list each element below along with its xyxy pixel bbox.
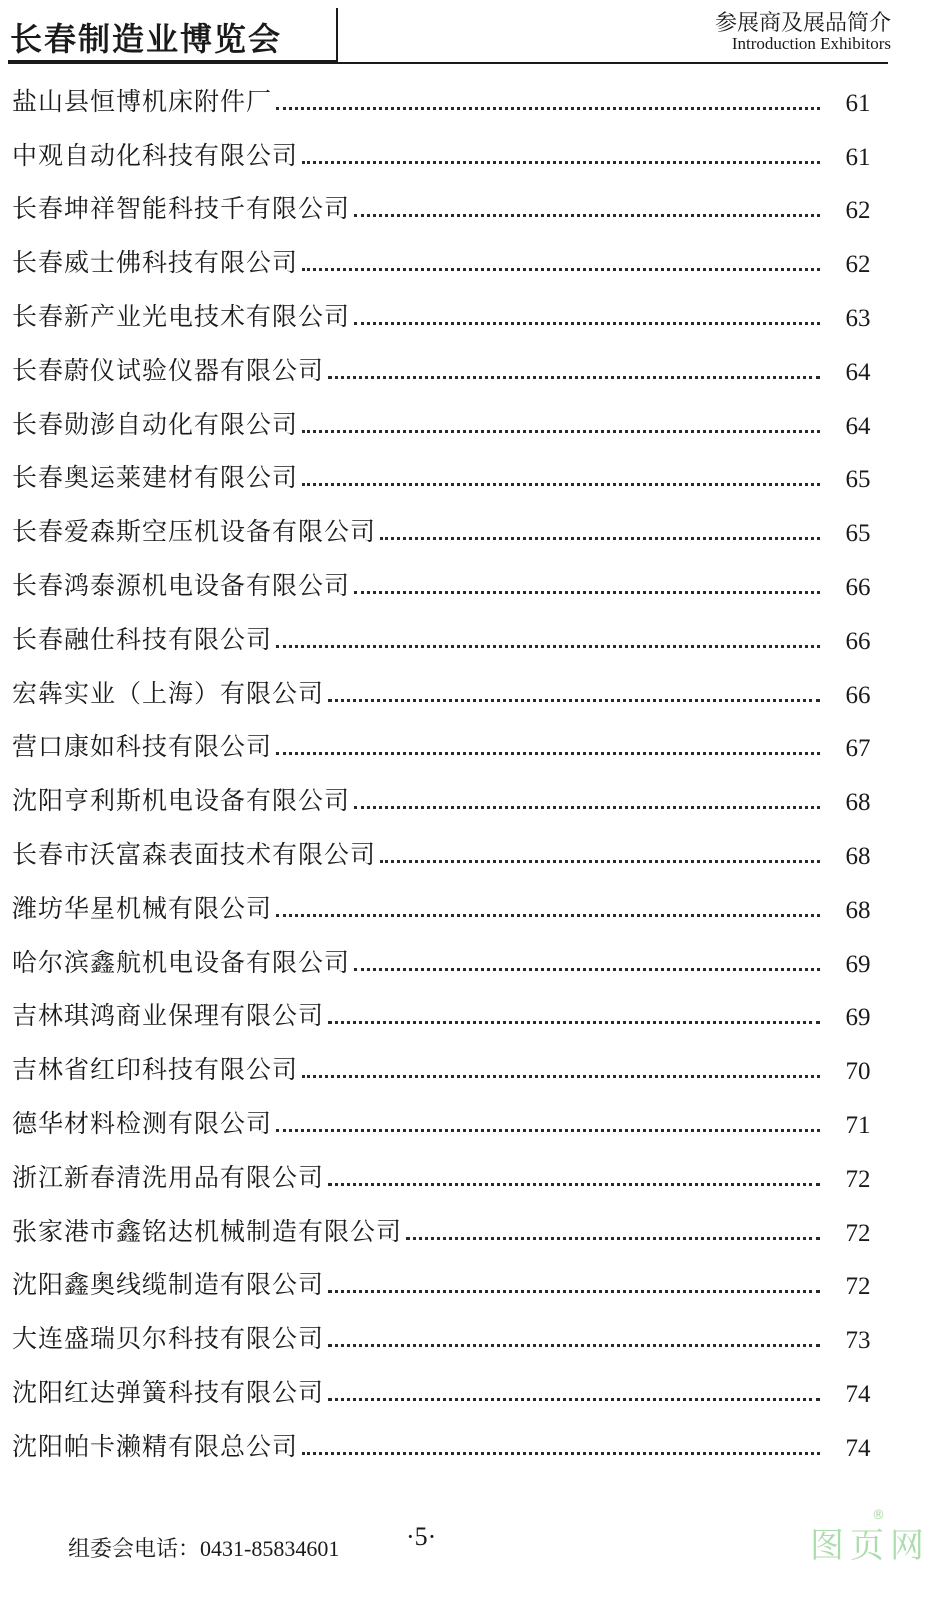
exhibitor-name: 长春鸿泰源机电设备有限公司 [12, 570, 351, 600]
toc-entry[interactable] [12, 716, 882, 770]
exhibitor-name: 大连盛瑞贝尔科技有限公司 [12, 1324, 325, 1354]
exhibitor-name: 长春坤祥智能科技千有限公司 [12, 194, 351, 224]
entry-page-number: 68 [845, 842, 871, 870]
entry-page-number: 68 [845, 896, 871, 924]
dot-leader [302, 1452, 820, 1455]
toc-entry[interactable] [12, 1200, 882, 1254]
exhibitor-name: 长春蔚仪试验仪器有限公司 [12, 355, 325, 385]
exhibitor-name: 宏犇实业（上海）有限公司 [12, 678, 325, 708]
section-title-cn: 参展商及展品简介 [714, 11, 891, 36]
toc-entry[interactable] [12, 393, 882, 447]
exhibitor-name: 营口康如科技有限公司 [12, 732, 273, 762]
dot-leader [276, 1129, 820, 1132]
site-watermark: 图页网 [810, 1526, 930, 1566]
dot-leader [328, 1290, 820, 1293]
toc-entry[interactable] [12, 339, 882, 393]
toc-entry[interactable] [12, 1361, 882, 1415]
entry-page-number: 68 [845, 789, 871, 817]
entry-page-number: 61 [845, 143, 871, 171]
dot-leader [276, 645, 820, 648]
contact-label: 组委会电话： [68, 1537, 201, 1562]
entry-page-number: 66 [845, 573, 871, 601]
toc-entry[interactable] [12, 231, 882, 285]
exhibitor-name: 沈阳红达弹簧科技有限公司 [12, 1377, 325, 1407]
entry-page-number: 74 [845, 1434, 871, 1462]
page-header [0, 0, 949, 70]
registered-mark: ® [872, 1508, 885, 1523]
entry-page-number: 64 [845, 412, 871, 440]
entry-page-number: 72 [845, 1219, 871, 1247]
exhibitor-name: 长春市沃富森表面技术有限公司 [12, 839, 377, 869]
exhibitor-name: 潍坊华星机械有限公司 [12, 893, 273, 923]
exhibitor-name: 张家港市鑫铭达机械制造有限公司 [12, 1216, 403, 1246]
exhibitor-name: 沈阳鑫奥线缆制造有限公司 [12, 1270, 325, 1300]
exhibitor-name: 长春爱森斯空压机设备有限公司 [12, 517, 377, 547]
entry-page-number: 73 [845, 1327, 871, 1355]
section-title-en: Introduction Exhibitors [731, 34, 891, 53]
entry-page-number: 66 [845, 627, 871, 655]
exhibitor-name: 盐山县恒博机床附件厂 [12, 86, 273, 116]
toc-entry[interactable] [12, 178, 882, 232]
toc-entry[interactable] [12, 554, 882, 608]
entry-page-number: 72 [845, 1165, 871, 1193]
toc-entry[interactable] [12, 1146, 882, 1200]
entry-page-number: 65 [845, 520, 871, 548]
toc-entry[interactable] [12, 70, 882, 124]
toc-entry[interactable] [12, 1038, 882, 1092]
toc-entry[interactable] [12, 1415, 882, 1469]
entry-page-number: 74 [845, 1380, 871, 1408]
exhibitor-name: 长春奥运莱建材有限公司 [12, 463, 299, 493]
toc-entry[interactable] [12, 608, 882, 662]
dot-leader [328, 1021, 820, 1024]
page-number: ·5· [406, 1522, 437, 1551]
entry-page-number: 72 [845, 1273, 871, 1301]
exhibitor-name: 哈尔滨鑫航机电设备有限公司 [12, 947, 351, 977]
toc-entry[interactable] [12, 1307, 882, 1361]
dot-leader [302, 161, 820, 164]
entry-page-number: 71 [845, 1111, 871, 1139]
exhibitor-name: 吉林省红印科技有限公司 [12, 1055, 299, 1085]
entry-page-number: 67 [845, 735, 871, 763]
dot-leader [302, 430, 820, 433]
exhibitor-name: 德华材料检测有限公司 [12, 1108, 273, 1138]
exhibitor-name: 浙江新春清洗用品有限公司 [12, 1162, 325, 1192]
contact-phone: 0431-85834601 [200, 1536, 340, 1561]
dot-leader [328, 376, 820, 379]
toc-entry[interactable] [12, 877, 882, 931]
toc-entry[interactable] [12, 769, 882, 823]
dot-leader [354, 806, 820, 809]
dot-leader [302, 1075, 820, 1078]
dot-leader [406, 1237, 820, 1240]
entry-page-number: 64 [845, 358, 871, 386]
dot-leader [302, 483, 820, 486]
toc-entry[interactable] [12, 1254, 882, 1308]
toc-entry[interactable] [12, 985, 882, 1039]
entry-page-number: 61 [845, 89, 871, 117]
toc-entry[interactable] [12, 285, 882, 339]
dot-leader [302, 268, 820, 271]
toc-entry[interactable] [12, 124, 882, 178]
dot-leader [276, 914, 820, 917]
toc-entry[interactable] [12, 823, 882, 877]
dot-leader [328, 1344, 820, 1347]
exhibitor-name: 吉林琪鸿商业保理有限公司 [12, 1001, 325, 1031]
entry-page-number: 65 [845, 466, 871, 494]
toc-entry[interactable] [12, 500, 882, 554]
dot-leader [276, 107, 820, 110]
exhibitor-name: 中观自动化科技有限公司 [12, 140, 299, 170]
dot-leader [354, 591, 820, 594]
exhibitor-name: 沈阳亨利斯机电设备有限公司 [12, 786, 351, 816]
dot-leader [276, 752, 820, 755]
exhibitor-name: 长春威士佛科技有限公司 [12, 248, 299, 278]
organizer-contact [68, 1532, 339, 1563]
dot-leader [328, 1183, 820, 1186]
toc-entry[interactable] [12, 662, 882, 716]
dot-leader [328, 1398, 820, 1401]
dot-leader [380, 537, 820, 540]
entry-page-number: 62 [845, 197, 871, 225]
header-divider [8, 62, 888, 64]
entry-page-number: 70 [845, 1058, 871, 1086]
publication-title: 长春制造业博览会 [10, 20, 283, 58]
entry-page-number: 69 [845, 1004, 871, 1032]
entry-page-number: 66 [845, 681, 871, 709]
entry-page-number: 62 [845, 251, 871, 279]
dot-leader [354, 968, 820, 971]
toc-entry[interactable] [12, 931, 882, 985]
dot-leader [354, 214, 820, 217]
table-of-contents [12, 70, 882, 1469]
entry-page-number: 63 [845, 304, 871, 332]
exhibitor-name: 长春融仕科技有限公司 [12, 624, 273, 654]
exhibitor-name: 长春勋澎自动化有限公司 [12, 409, 299, 439]
entry-page-number: 69 [845, 950, 871, 978]
dot-leader [354, 322, 820, 325]
toc-entry[interactable] [12, 447, 882, 501]
toc-entry[interactable] [12, 1092, 882, 1146]
dot-leader [380, 860, 820, 863]
dot-leader [328, 699, 820, 702]
exhibitor-name: 沈阳帕卡濑精有限总公司 [12, 1431, 299, 1461]
exhibitor-name: 长春新产业光电技术有限公司 [12, 301, 351, 331]
